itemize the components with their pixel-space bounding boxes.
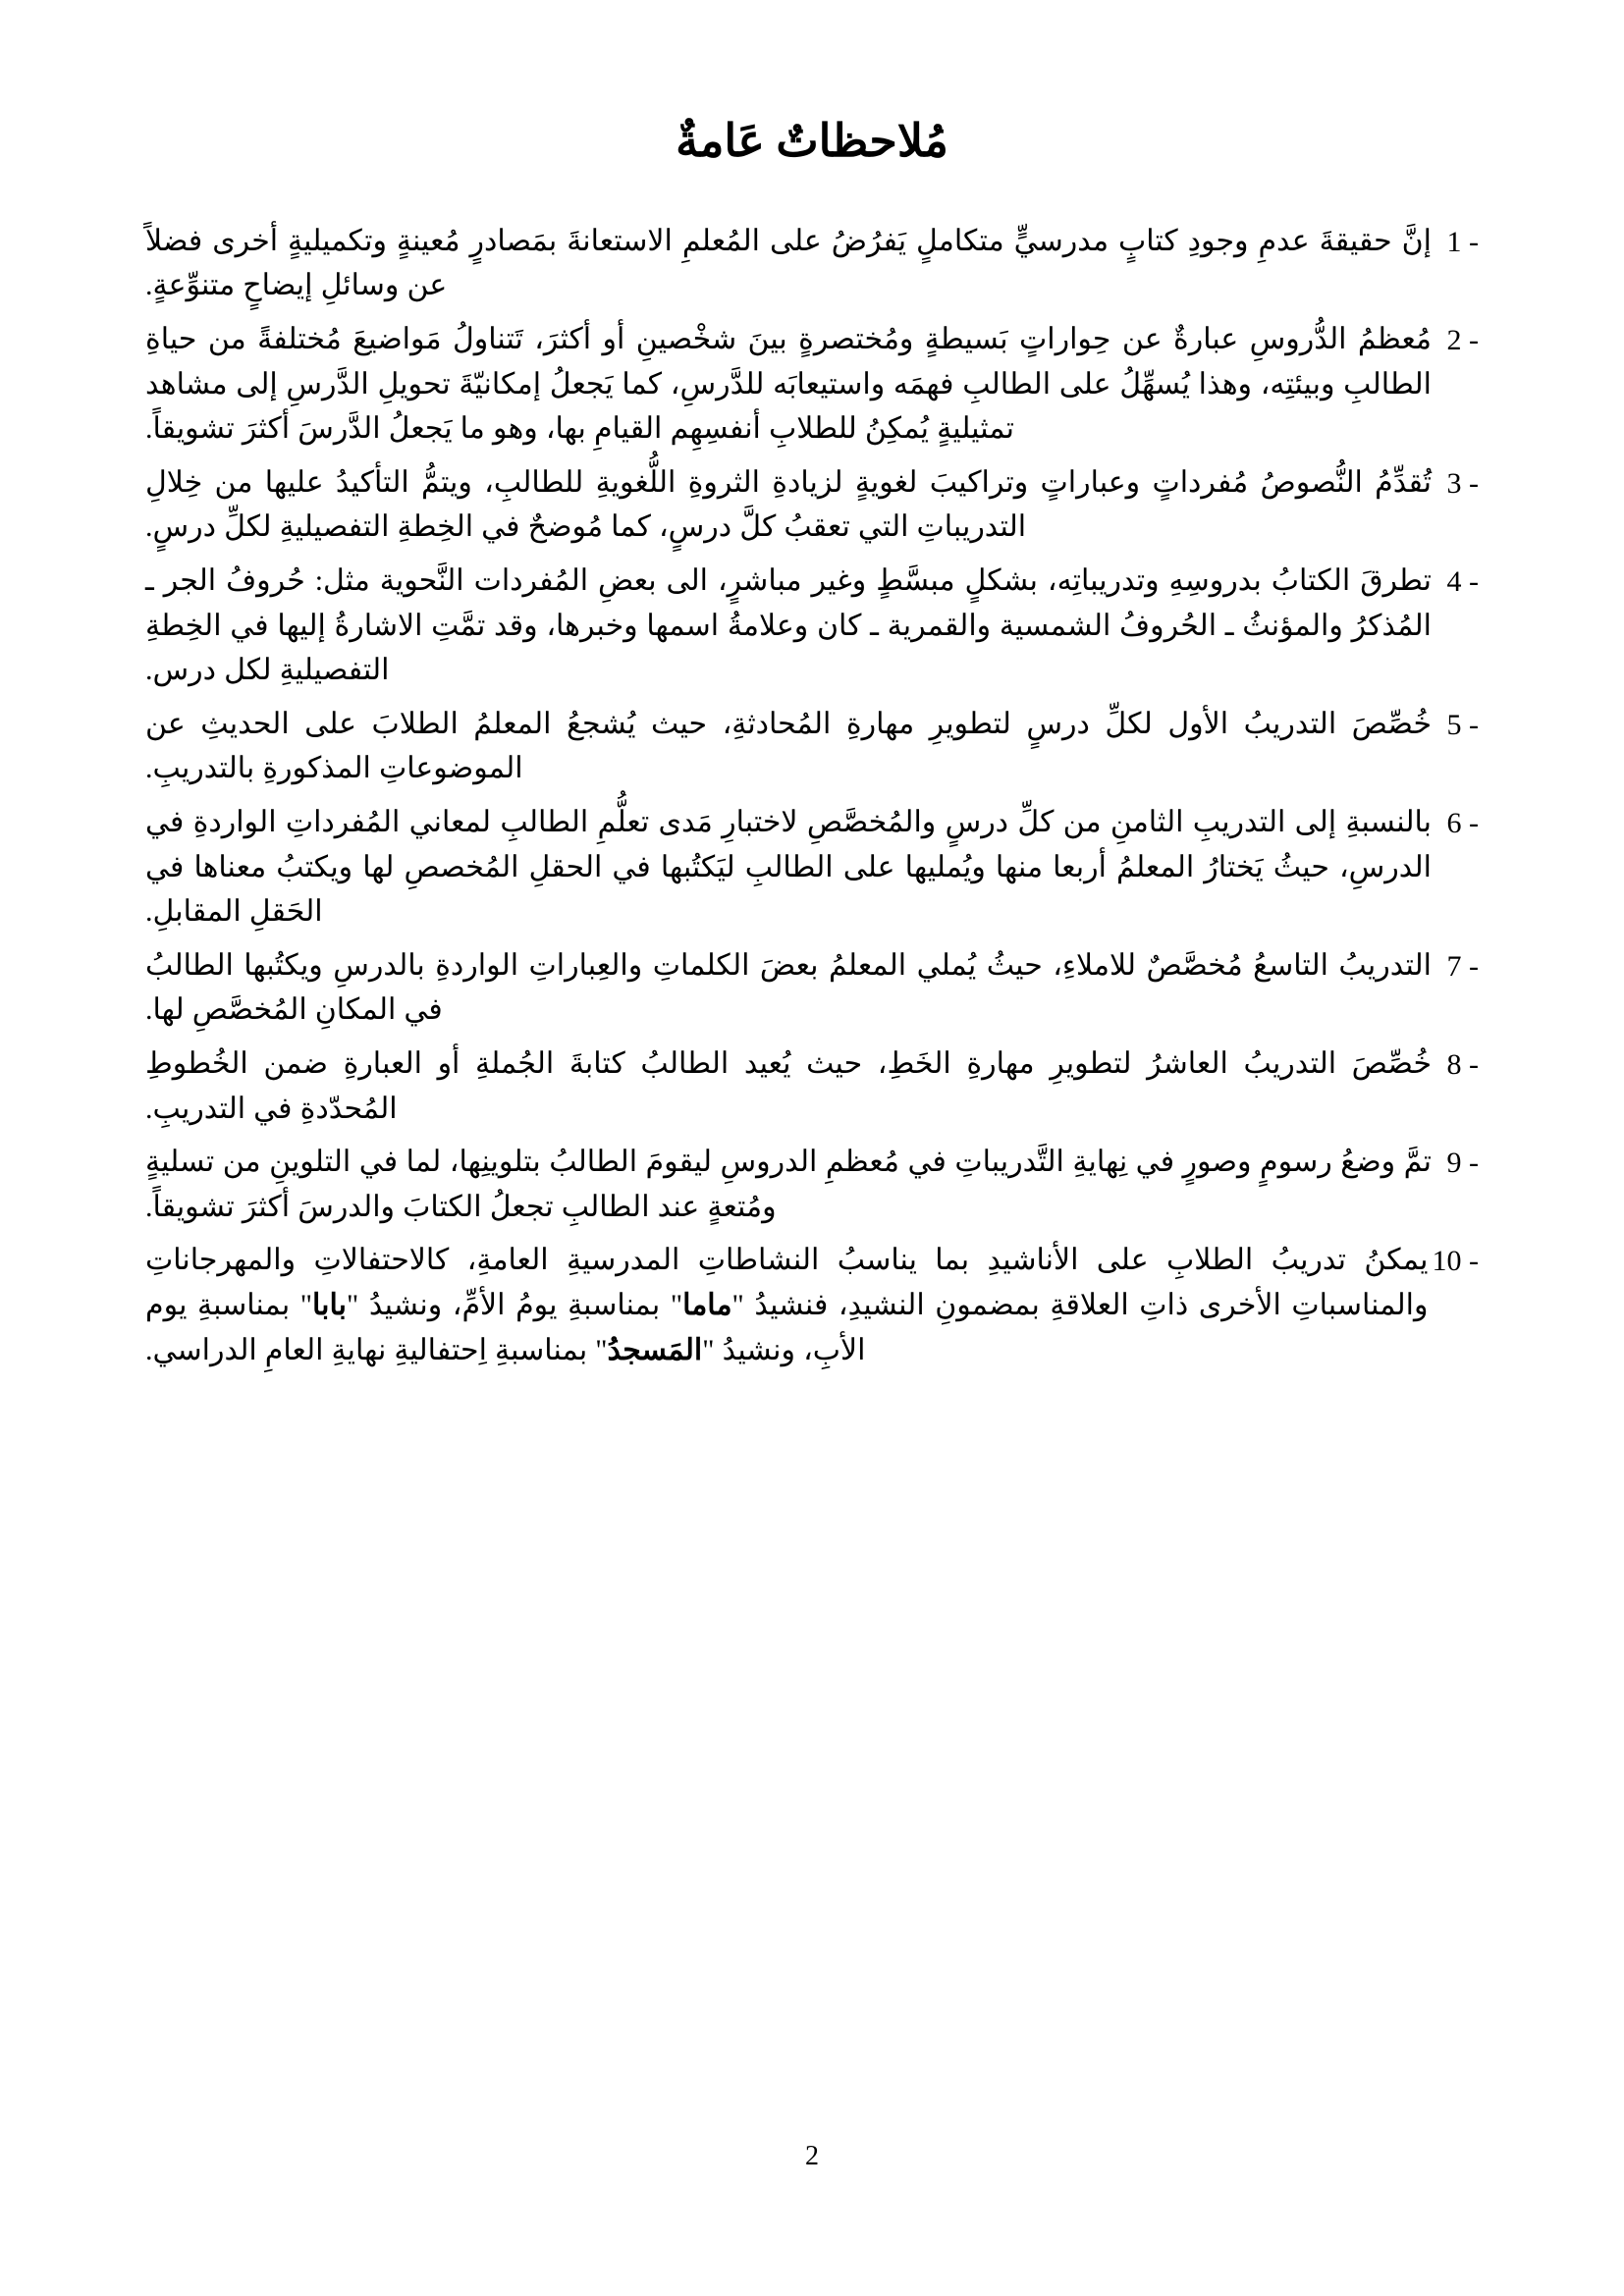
note-number-10: 10 - [1432,1245,1479,1278]
note-number-2: 2 - [1446,324,1479,357]
note-item-8 [145,1041,1479,1131]
note-item-1 [145,219,1479,308]
note-item-7 [145,943,1479,1033]
note-item-9 [145,1140,1479,1229]
note-number-3: 3 - [1446,466,1479,500]
note-text-5: خُصِّصَ التدريبُ الأول لكلِّ درسٍ لتطويرِ مهارةِ المُحادثةِ، حيث يُشجعُ المعلمُ الطلابَ على الحديثِ عن الموضوعاتِ المذكورةِ بالتدريبِ. [145,707,1432,785]
note-item-2 [145,317,1479,452]
note-number-9: 9 - [1446,1147,1479,1180]
note-text-2: مُعظمُ الدُّروسِ عبارةٌ عن حِواراتٍ بَسيطةٍ ومُختصرةٍ بينَ شخْصينِ أو أكثرَ، تَتناولُ مَواضيعَ مُختلفةً من حياةِ الطالبِ وبيئتِه، وهذا يُسهِّلُ على الطالبِ فهمَه واستيعابَه للدَّرسِ، كما يَجعلُ إمكانيّةَ تحويلِ الدَّرسِ إلى مشاهد تمثيليةٍ يُمكِنُ للطلابِ أنفسِهِم القيامِ بها، وهو ما يَجعلُ الدَّرسَ أكثرَ تشويقاً. [145,323,1432,446]
note-text-7: التدريبُ التاسعُ مُخصَّصٌ للاملاءِ، حيثُ يُملي المعلمُ بعضَ الكلماتِ والعِباراتِ الواردةِ بالدرسِ ويكتُبها الطالبُ في المكانِ المُخصَّصِ لها. [145,948,1432,1027]
note-text-6: بالنسبةِ إلى التدريبِ الثامنِ من كلِّ درسٍ والمُخصَّصِ لاختبارِ مَدى تعلُّمِ الطالبِ لمعاني المُفرداتِ الواردةِ في الدرسِ، حيثُ يَختارُ المعلمُ أربعا منها ويُمليها على الطالبِ ليَكتُبها في الحقلِ المُخصصِ لها ويكتبُ معناها في الحَقلِ المقابلِ. [145,806,1432,929]
general-notes-list [145,219,1479,1372]
note-number-7: 7 - [1446,949,1479,983]
note-item-10 [145,1238,1479,1372]
note-text-4: تطرقَ الكتابُ بدروسِهِ وتدريباتِه، بشكلٍ مبسَّطٍ وغير مباشرٍ، الى بعضِ المُفردات النَّحوية مثل: حُروفُ الجر ـ المُذكرُ والمؤنثُ ـ الحُروفُ الشمسية والقمرية ـ كان وعلامةُ اسمها وخبرها، وقد تمَّتِ الاشارةُ إليها في الخِطةِ التفصيليةِ لكل درس. [145,564,1432,687]
note-number-6: 6 - [1446,807,1479,840]
page-number: 2 [805,2141,819,2171]
note-text-1: إنَّ حقيقةَ عدمِ وجودِ كتابٍ مدرسيٍّ متكاملٍ يَفرُضُ على المُعلمِ الاستعانةَ بمَصادرٍ مُعينةٍ وتكميليةٍ أخرى فضلاً عن وسائلِ إيضاحٍ متنوِّعةٍ. [145,224,1432,302]
note-text-9: تمَّ وضعُ رسومٍ وصورٍ في نِهايةِ التَّدريباتِ في مُعظمِ الدروسِ ليقومَ الطالبُ بتلوينِها، لما في التلوينِ من تسليةٍ ومُتعةٍ عند الطالبِ تجعلُ الكتابَ والدرسَ أكثرَ تشويقاً. [145,1146,1432,1223]
note-text-8: خُصِّصَ التدريبُ العاشرُ لتطويرِ مهارةِ الخَطِ، حيث يُعيد الطالبُ كتابةَ الجُملةِ أو العبارةِ ضمن الخُطوطِ المُحدّدةِ في التدريبِ. [145,1046,1432,1125]
note-text-10: يمكنُ تدريبُ الطلابِ على الأناشيدِ بما يناسبُ النشاطاتِ المدرسيةِ العامةِ، كالاحتفالاتِ والمهرجاناتِ والمناسباتِ الأخرى ذاتِ العلاقةِ بمضمونِ النشيدِ، فنشيدُ "ماما" بمناسبةِ يومُ الأمِّ، ونشيدُ "بابا" بمناسبةِ يوم الأبِ، ونشيدُ "المَسجدُ" بمناسبةِ اِحتفاليةِ نهايةِ العامِ الدراسي. [145,1244,1429,1366]
note-item-5 [145,702,1479,791]
note-item-4 [145,559,1479,693]
note-item-6 [145,800,1479,934]
page-title: مُلاحظاتٌ عَامةٌ [676,116,948,166]
document-content [145,116,1479,1381]
note-number-1: 1 - [1446,225,1479,258]
note-number-5: 5 - [1446,708,1479,741]
note-number-4: 4 - [1446,565,1479,599]
note-text-3: تُقدِّمُ النُّصوصُ مُفرداتٍ وعباراتٍ وتراكيبَ لغويةٍ لزيادةِ الثروةِ اللُّغويةِ للطالبِ، ويتمُّ التأكيدُ عليها من خِلالِ التدريباتِ التي تعقبُ كلَّ درسٍ، كما مُوضحٌ في الخِطةِ التفصيليةِ لكلِّ درسٍ. [145,465,1432,544]
note-item-3 [145,460,1479,550]
note-number-8: 8 - [1446,1047,1479,1081]
